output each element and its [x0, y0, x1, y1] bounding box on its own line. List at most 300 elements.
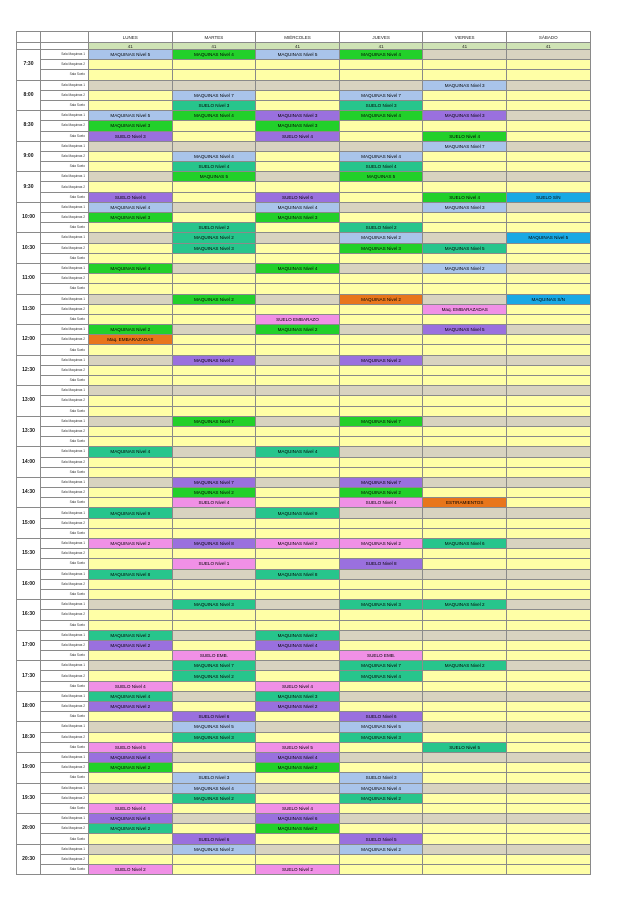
empty-cell-friday — [423, 253, 507, 263]
empty-cell-wednesday — [256, 477, 340, 487]
empty-cell-tuesday — [172, 437, 256, 447]
room-label: Sala Maquinas 1 — [41, 691, 89, 701]
empty-cell-monday — [89, 100, 173, 110]
empty-cell-friday — [423, 457, 507, 467]
empty-cell-monday — [89, 243, 173, 253]
empty-cell-monday — [89, 90, 173, 100]
empty-cell-monday — [89, 488, 173, 498]
empty-cell-friday — [423, 783, 507, 793]
schedule-row — [17, 437, 591, 447]
empty-cell-friday — [423, 396, 507, 406]
class-cell-tuesday: MAQUINAS Nivel 3 — [172, 732, 256, 742]
empty-cell-thursday — [339, 274, 423, 284]
empty-cell-wednesday — [256, 426, 340, 436]
class-cell-tuesday: MAQUINAS Nivel 2 — [172, 793, 256, 803]
empty-cell-friday — [423, 151, 507, 161]
class-cell-wednesday: MAQUINAS Nivel 6 — [256, 814, 340, 824]
empty-cell-saturday — [506, 355, 590, 365]
time-slot-label: 7:30 — [17, 50, 41, 81]
time-slot-label: 18:30 — [17, 722, 41, 753]
schedule-row — [17, 80, 591, 90]
class-cell-wednesday: MAQUINAS Nivel 2 — [256, 539, 340, 549]
empty-cell-tuesday — [172, 640, 256, 650]
class-cell-wednesday: MAQUINAS Nivel 2 — [256, 630, 340, 640]
schedule-row — [17, 630, 591, 640]
room-label: Sala Suelo — [41, 70, 89, 80]
schedule-row — [17, 131, 591, 141]
empty-cell-wednesday — [256, 610, 340, 620]
class-cell-wednesday: MAQUINAS Nivel 4 — [256, 640, 340, 650]
empty-cell-saturday — [506, 447, 590, 457]
empty-cell-tuesday — [172, 763, 256, 773]
empty-cell-monday — [89, 651, 173, 661]
room-label: Sala Maquinas 2 — [41, 824, 89, 834]
empty-cell-thursday — [339, 202, 423, 212]
empty-cell-saturday — [506, 589, 590, 599]
class-cell-wednesday: MAQUINAS Nivel 2 — [256, 763, 340, 773]
schedule-row — [17, 477, 591, 487]
class-cell-wednesday: MAQUINAS Nivel 8 — [256, 569, 340, 579]
empty-cell-friday — [423, 386, 507, 396]
empty-cell-saturday — [506, 376, 590, 386]
empty-cell-monday — [89, 141, 173, 151]
class-cell-monday: MAQUINAS Nivel 2 — [89, 702, 173, 712]
schedule-row — [17, 834, 591, 844]
class-cell-wednesday: MAQUINAS Nivel 4 — [256, 752, 340, 762]
empty-cell-friday — [423, 182, 507, 192]
class-cell-thursday: MAQUINAS Nivel 2 — [339, 539, 423, 549]
empty-cell-monday — [89, 304, 173, 314]
empty-cell-friday — [423, 447, 507, 457]
class-cell-wednesday: SUELO Nivel 4 — [256, 131, 340, 141]
empty-cell-saturday — [506, 691, 590, 701]
time-slot-label: 14:30 — [17, 477, 41, 508]
class-cell-friday: ESTIRAMIENTOS — [423, 498, 507, 508]
empty-cell-saturday — [506, 681, 590, 691]
empty-cell-tuesday — [172, 141, 256, 151]
class-cell-tuesday: MAQUINAS Nivel 4 — [172, 111, 256, 121]
class-cell-tuesday: MAQUINAS Nivel 7 — [172, 90, 256, 100]
schedule-row — [17, 610, 591, 620]
empty-cell-tuesday — [172, 284, 256, 294]
empty-cell-thursday — [339, 376, 423, 386]
empty-cell-friday — [423, 865, 507, 875]
room-label: Sala Suelo — [41, 345, 89, 355]
empty-cell-thursday — [339, 396, 423, 406]
empty-cell-thursday — [339, 426, 423, 436]
empty-cell-saturday — [506, 437, 590, 447]
time-slot-label: 17:30 — [17, 661, 41, 692]
empty-cell-thursday — [339, 365, 423, 375]
room-label: Sala Maquinas 1 — [41, 141, 89, 151]
empty-cell-friday — [423, 681, 507, 691]
corner-cell — [17, 32, 41, 43]
class-cell-monday: MAQUINAS Nivel 5 — [89, 50, 173, 60]
class-cell-tuesday: MAQUINAS Nivel 3 — [172, 600, 256, 610]
schedule-row — [17, 60, 591, 70]
empty-cell-wednesday — [256, 732, 340, 742]
room-label: Sala Suelo — [41, 376, 89, 386]
empty-cell-wednesday — [256, 528, 340, 538]
schedule-row — [17, 467, 591, 477]
empty-cell-saturday — [506, 569, 590, 579]
class-cell-tuesday: MAQUINAS Nivel 2 — [172, 355, 256, 365]
empty-cell-wednesday — [256, 162, 340, 172]
class-cell-thursday: MAQUINAS Nivel 4 — [339, 671, 423, 681]
schedule-row — [17, 386, 591, 396]
time-slot-label: 13:30 — [17, 416, 41, 447]
schedule-row — [17, 783, 591, 793]
empty-cell-saturday — [506, 539, 590, 549]
room-label: Sala Suelo — [41, 742, 89, 752]
day-header-thursday: JUEVES — [339, 32, 423, 43]
empty-cell-saturday — [506, 60, 590, 70]
empty-cell-wednesday — [256, 437, 340, 447]
empty-cell-tuesday — [172, 569, 256, 579]
empty-cell-thursday — [339, 182, 423, 192]
schedule-row — [17, 294, 591, 304]
empty-cell-tuesday — [172, 549, 256, 559]
empty-cell-friday — [423, 589, 507, 599]
schedule-row — [17, 90, 591, 100]
empty-cell-friday — [423, 172, 507, 182]
schedule-row — [17, 406, 591, 416]
empty-cell-friday — [423, 712, 507, 722]
empty-cell-friday — [423, 702, 507, 712]
schedule-row — [17, 844, 591, 854]
corner-cell — [41, 43, 89, 50]
empty-cell-wednesday — [256, 549, 340, 559]
empty-cell-thursday — [339, 865, 423, 875]
empty-cell-monday — [89, 834, 173, 844]
capacity-tuesday: 41 — [172, 43, 256, 50]
class-cell-thursday: SUELO Nivel 3 — [339, 100, 423, 110]
capacity-thursday: 41 — [339, 43, 423, 50]
schedule-row — [17, 702, 591, 712]
empty-cell-friday — [423, 294, 507, 304]
empty-cell-thursday — [339, 70, 423, 80]
time-slot-label: 16:00 — [17, 569, 41, 600]
schedule-body — [17, 50, 591, 875]
room-label: Sala Maquinas 1 — [41, 111, 89, 121]
empty-cell-friday — [423, 630, 507, 640]
empty-cell-wednesday — [256, 518, 340, 528]
class-cell-friday: SUELO Nivel 5 — [423, 742, 507, 752]
empty-cell-friday — [423, 651, 507, 661]
class-cell-thursday: SUELO Nivel 4 — [339, 162, 423, 172]
empty-cell-friday — [423, 854, 507, 864]
room-label: Sala Suelo — [41, 192, 89, 202]
empty-cell-saturday — [506, 151, 590, 161]
empty-cell-wednesday — [256, 844, 340, 854]
schedule-row — [17, 651, 591, 661]
empty-cell-tuesday — [172, 752, 256, 762]
empty-cell-monday — [89, 844, 173, 854]
empty-cell-tuesday — [172, 202, 256, 212]
time-slot-label: 16:30 — [17, 600, 41, 631]
class-cell-wednesday: SUELO Nivel 6 — [256, 192, 340, 202]
empty-cell-wednesday — [256, 661, 340, 671]
class-cell-wednesday: SUELO EMBARAZO — [256, 314, 340, 324]
empty-cell-wednesday — [256, 182, 340, 192]
schedule-row — [17, 162, 591, 172]
room-label: Sala Maquinas 2 — [41, 151, 89, 161]
empty-cell-friday — [423, 467, 507, 477]
empty-cell-saturday — [506, 630, 590, 640]
class-cell-friday: MAQUINAS Nivel 2 — [423, 661, 507, 671]
empty-cell-wednesday — [256, 90, 340, 100]
schedule-row — [17, 732, 591, 742]
class-cell-tuesday: SUELO Nivel 3 — [172, 773, 256, 783]
empty-cell-friday — [423, 50, 507, 60]
empty-cell-thursday — [339, 579, 423, 589]
room-label: Sala Maquinas 1 — [41, 539, 89, 549]
empty-cell-thursday — [339, 742, 423, 752]
schedule-row — [17, 752, 591, 762]
class-cell-monday: MAQUINAS Nivel 2 — [89, 630, 173, 640]
schedule-row — [17, 824, 591, 834]
empty-cell-wednesday — [256, 457, 340, 467]
empty-cell-monday — [89, 498, 173, 508]
schedule-row — [17, 722, 591, 732]
empty-cell-monday — [89, 70, 173, 80]
empty-cell-tuesday — [172, 865, 256, 875]
corner-cell — [41, 32, 89, 43]
empty-cell-tuesday — [172, 304, 256, 314]
schedule-row — [17, 539, 591, 549]
room-label: Sala Maquinas 2 — [41, 793, 89, 803]
empty-cell-saturday — [506, 90, 590, 100]
class-cell-friday: SUELO Nivel 4 — [423, 131, 507, 141]
empty-cell-tuesday — [172, 274, 256, 284]
empty-cell-wednesday — [256, 559, 340, 569]
empty-cell-thursday — [339, 630, 423, 640]
empty-cell-saturday — [506, 172, 590, 182]
class-cell-monday: MAQUINAS Nivel 3 — [89, 213, 173, 223]
schedule-row — [17, 498, 591, 508]
empty-cell-monday — [89, 437, 173, 447]
room-label: Sala Maquinas 2 — [41, 579, 89, 589]
room-label: Sala Maquinas 2 — [41, 243, 89, 253]
empty-cell-wednesday — [256, 355, 340, 365]
class-cell-monday: MAQUINAS Nivel 4 — [89, 752, 173, 762]
empty-cell-saturday — [506, 722, 590, 732]
room-label: Sala Maquinas 1 — [41, 844, 89, 854]
room-label: Sala Maquinas 1 — [41, 783, 89, 793]
empty-cell-wednesday — [256, 600, 340, 610]
empty-cell-monday — [89, 151, 173, 161]
empty-cell-thursday — [339, 467, 423, 477]
empty-cell-wednesday — [256, 365, 340, 375]
class-cell-saturday: MAQUINAS Nivel 5 — [506, 233, 590, 243]
empty-cell-saturday — [506, 243, 590, 253]
empty-cell-saturday — [506, 314, 590, 324]
empty-cell-wednesday — [256, 70, 340, 80]
empty-cell-saturday — [506, 661, 590, 671]
class-cell-wednesday: MAQUINAS Nivel 3 — [256, 691, 340, 701]
empty-cell-thursday — [339, 610, 423, 620]
empty-cell-tuesday — [172, 854, 256, 864]
empty-cell-monday — [89, 182, 173, 192]
schedule-row — [17, 365, 591, 375]
empty-cell-friday — [423, 620, 507, 630]
room-label: Sala Suelo — [41, 131, 89, 141]
empty-cell-saturday — [506, 865, 590, 875]
empty-cell-thursday — [339, 314, 423, 324]
empty-cell-thursday — [339, 345, 423, 355]
empty-cell-friday — [423, 763, 507, 773]
empty-cell-monday — [89, 233, 173, 243]
empty-cell-thursday — [339, 263, 423, 273]
empty-cell-saturday — [506, 100, 590, 110]
empty-cell-monday — [89, 722, 173, 732]
empty-cell-saturday — [506, 498, 590, 508]
class-cell-wednesday: MAQUINAS Nivel 9 — [256, 508, 340, 518]
empty-cell-thursday — [339, 681, 423, 691]
class-cell-wednesday: MAQUINAS Nivel 2 — [256, 824, 340, 834]
empty-cell-thursday — [339, 752, 423, 762]
class-cell-tuesday: MAQUINAS Nivel 4 — [172, 151, 256, 161]
room-label: Sala Suelo — [41, 620, 89, 630]
empty-cell-saturday — [506, 620, 590, 630]
class-cell-saturday: SUELO S/N — [506, 192, 590, 202]
time-slot-label: 10:30 — [17, 233, 41, 264]
empty-cell-monday — [89, 854, 173, 864]
class-cell-wednesday: MAQUINAS Nivel 2 — [256, 325, 340, 335]
empty-cell-saturday — [506, 763, 590, 773]
class-cell-thursday: MAQUINAS Nivel 7 — [339, 416, 423, 426]
schedule-row — [17, 243, 591, 253]
empty-cell-monday — [89, 589, 173, 599]
empty-cell-wednesday — [256, 304, 340, 314]
class-cell-wednesday: MAQUINAS Nivel 3 — [256, 213, 340, 223]
empty-cell-wednesday — [256, 243, 340, 253]
schedule-row — [17, 50, 591, 60]
empty-cell-monday — [89, 477, 173, 487]
room-label: Sala Maquinas 1 — [41, 630, 89, 640]
empty-cell-thursday — [339, 80, 423, 90]
class-cell-friday: MAQUINAS Nivel 3 — [423, 202, 507, 212]
schedule-row — [17, 121, 591, 131]
day-header-friday: VIERNES — [423, 32, 507, 43]
empty-cell-thursday — [339, 192, 423, 202]
empty-cell-friday — [423, 70, 507, 80]
empty-cell-wednesday — [256, 345, 340, 355]
room-label: Sala Maquinas 2 — [41, 457, 89, 467]
room-label: Sala Suelo — [41, 467, 89, 477]
empty-cell-thursday — [339, 325, 423, 335]
time-slot-label: 20:00 — [17, 814, 41, 845]
empty-cell-tuesday — [172, 426, 256, 436]
empty-cell-friday — [423, 691, 507, 701]
empty-cell-saturday — [506, 70, 590, 80]
empty-cell-monday — [89, 386, 173, 396]
class-cell-thursday: SUELO Nivel 6 — [339, 712, 423, 722]
empty-cell-thursday — [339, 213, 423, 223]
class-cell-tuesday: SUELO Nivel 6 — [172, 834, 256, 844]
room-label: Sala Maquinas 1 — [41, 233, 89, 243]
schedule-row — [17, 671, 591, 681]
empty-cell-saturday — [506, 824, 590, 834]
empty-cell-monday — [89, 773, 173, 783]
corner-cell — [17, 43, 41, 50]
room-label: Sala Maquinas 1 — [41, 752, 89, 762]
empty-cell-wednesday — [256, 651, 340, 661]
empty-cell-tuesday — [172, 702, 256, 712]
schedule-row — [17, 192, 591, 202]
empty-cell-friday — [423, 406, 507, 416]
class-cell-thursday: MAQUINAS Nivel 3 — [339, 243, 423, 253]
empty-cell-tuesday — [172, 691, 256, 701]
class-cell-monday: SUELO Nivel 4 — [89, 681, 173, 691]
empty-cell-wednesday — [256, 172, 340, 182]
class-cell-monday: SUELO Nivel 6 — [89, 192, 173, 202]
empty-cell-wednesday — [256, 100, 340, 110]
room-label: Sala Maquinas 2 — [41, 182, 89, 192]
empty-cell-saturday — [506, 508, 590, 518]
class-cell-tuesday: SUELO Nivel 3 — [172, 100, 256, 110]
empty-cell-wednesday — [256, 274, 340, 284]
empty-cell-tuesday — [172, 365, 256, 375]
empty-cell-saturday — [506, 793, 590, 803]
class-cell-tuesday: MAQUINAS Nivel 5 — [172, 722, 256, 732]
empty-cell-tuesday — [172, 131, 256, 141]
class-cell-monday: SUELO Nivel 2 — [89, 865, 173, 875]
empty-cell-monday — [89, 162, 173, 172]
empty-cell-friday — [423, 640, 507, 650]
empty-cell-tuesday — [172, 406, 256, 416]
empty-cell-wednesday — [256, 783, 340, 793]
empty-cell-friday — [423, 223, 507, 233]
schedule-row — [17, 569, 591, 579]
empty-cell-thursday — [339, 620, 423, 630]
empty-cell-thursday — [339, 763, 423, 773]
class-cell-saturday: MAQUINAS S/N — [506, 294, 590, 304]
schedule-row — [17, 325, 591, 335]
empty-cell-tuesday — [172, 589, 256, 599]
room-label: Sala Suelo — [41, 681, 89, 691]
empty-cell-monday — [89, 355, 173, 365]
schedule-row — [17, 70, 591, 80]
capacity-wednesday: 41 — [256, 43, 340, 50]
empty-cell-thursday — [339, 437, 423, 447]
empty-cell-tuesday — [172, 70, 256, 80]
class-cell-thursday: MAQUINAS Nivel 2 — [339, 355, 423, 365]
empty-cell-saturday — [506, 263, 590, 273]
empty-cell-thursday — [339, 284, 423, 294]
empty-cell-thursday — [339, 457, 423, 467]
empty-cell-tuesday — [172, 681, 256, 691]
empty-cell-saturday — [506, 80, 590, 90]
class-cell-thursday: MAQUINAS Nivel 4 — [339, 111, 423, 121]
empty-cell-saturday — [506, 854, 590, 864]
empty-cell-saturday — [506, 274, 590, 284]
room-label: Sala Maquinas 1 — [41, 600, 89, 610]
room-label: Sala Maquinas 2 — [41, 213, 89, 223]
empty-cell-monday — [89, 600, 173, 610]
empty-cell-monday — [89, 732, 173, 742]
empty-cell-wednesday — [256, 722, 340, 732]
class-cell-wednesday: MAQUINAS Nivel 5 — [256, 50, 340, 60]
empty-cell-saturday — [506, 406, 590, 416]
empty-cell-thursday — [339, 824, 423, 834]
time-slot-label: 20:30 — [17, 844, 41, 875]
class-cell-wednesday: MAQUINAS Nivel 3 — [256, 121, 340, 131]
room-label: Sala Maquinas 1 — [41, 80, 89, 90]
empty-cell-tuesday — [172, 803, 256, 813]
time-slot-label: 10:00 — [17, 202, 41, 233]
class-cell-monday: MAQUINAS Nivel 8 — [89, 569, 173, 579]
